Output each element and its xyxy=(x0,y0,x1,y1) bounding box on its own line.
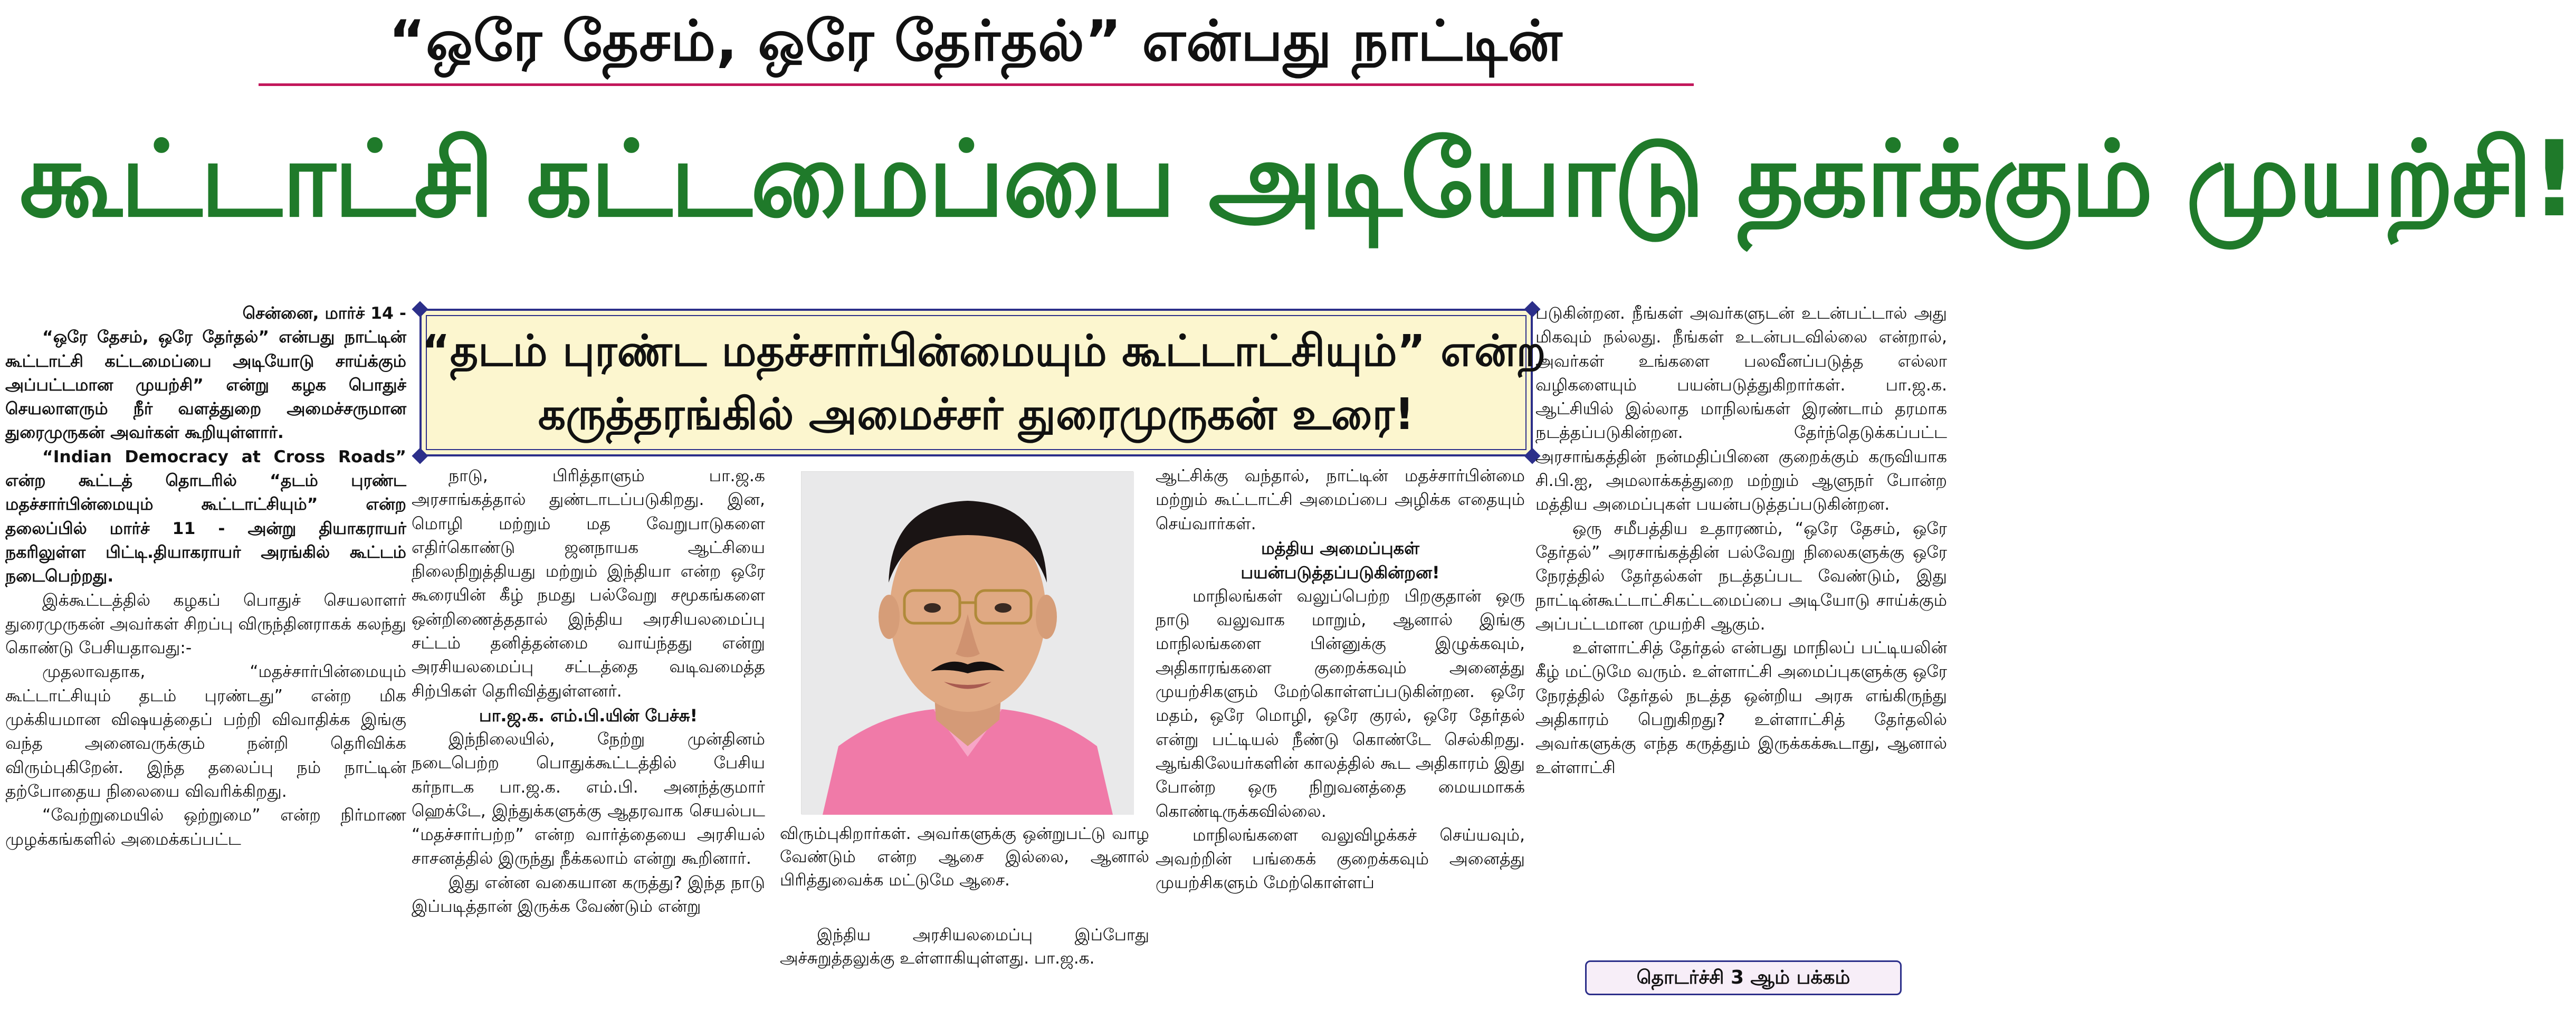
lead-paragraph-2: “Indian Democracy at Cross Roads” என்ற கூட்டத் தொடரில் “தடம் புரண்ட மதச்சார்பின்மையும் கூட்டாட்சியும்” என்ற தலைப்பில் மார்ச் 11 - அன்று தியாகராயர் நகரிலுள்ள பிட்டி.தியாகராயர் அரங்கில் கூட்டம் நடைபெற்றது. xyxy=(5,447,406,586)
kicker-headline: “ஒரே தேசம், ஒரே தேர்தல்” என்பது நாட்டின் xyxy=(388,8,1563,73)
paragraph: இக்கூட்டத்தில் கழகப் பொதுச் செயலாளர் துரைமுருகன் அவர்கள் சிறப்பு விருந்தினராகக் கலந்து கொண்டு பேசியதாவது:- xyxy=(5,590,406,658)
article-column-3-top xyxy=(780,822,1149,922)
corner-ornament xyxy=(412,301,428,317)
kicker-divider xyxy=(259,83,1694,86)
paragraph: ஒரு சமீபத்திய உதாரணம், “ஒரே தேசம், ஒரே தேர்தல்” அரசாங்கத்தின் பல்வேறு நிலைகளுக்கு ஒரே நேரத்தில் தேர்தல்கள் நடத்தப்பட வேண்டும், இது நாட்டின்கூட்டாட்சிகட்டமைப்பை அடியோடு சாய்க்கும் அப்பட்டமான முயற்சி ஆகும். xyxy=(1535,519,1947,634)
subhead-line-2: கருத்தரங்கில் அமைச்சர் துரைமுருகன் உரை! xyxy=(538,389,1415,440)
paragraph: “வேற்றுமையில் ஒற்றுமை” என்ற நிர்மாண முழக்கங்களில் அமைக்கப்பட்ட xyxy=(5,806,406,849)
article-column-1 xyxy=(5,302,406,1010)
main-headline: கூட்டாட்சி கட்டமைப்பை அடியோடு தகர்க்கும் முயற்சி! xyxy=(19,118,2576,240)
dateline: சென்னை, மார்ச் 14 - xyxy=(242,304,406,323)
article-column-4 xyxy=(1156,464,1525,1010)
portrait-photo xyxy=(801,471,1133,814)
paragraph: விரும்புகிறார்கள். அவர்களுக்கு ஒன்றுபட்டு வாழ வேண்டும் என்ற ஆசை இல்லை, ஆனால் பிரித்துவைக்க மட்டுமே ஆசை. xyxy=(780,824,1149,890)
paragraph: படுகின்றன. நீங்கள் அவர்களுடன் உடன்பட்டால் அது மிகவும் நல்லது. நீங்கள் உடன்படவில்லை என்றால், அவர்கள் உங்களை பலவீனப்படுத்த எல்லா வழிகளையும் பயன்படுத்துகிறார்கள். பா.ஜ.க. ஆட்சியில் இல்லாத மாநிலங்கள் இரண்டாம் தரமாக நடத்தப்படுகின்றன. தேர்ந்தெடுக்கப்பட்ட அரசாங்கத்தின் நன்மதிப்பினை குறைக்கும் கருவியாக சி.பி.ஐ, அமலாக்கத்துறை மற்றும் ஆளுநர் போன்ற மத்திய அமைப்புகள் பயன்படுத்தப்படுகின்றன. xyxy=(1535,304,1947,514)
article-column-3-bottom xyxy=(780,923,1149,1010)
paragraph: ஆட்சிக்கு வந்தால், நாட்டின் மதச்சார்பின்மை மற்றும் கூட்டாட்சி அமைப்பை அழிக்க எதையும் செய்வார்கள். xyxy=(1156,466,1525,533)
subhead-line-1: “தடம் புரண்ட மதச்சார்பின்மையும் கூட்டாட்சியும்” என்ற xyxy=(422,326,1546,376)
section-heading-line-1: மத்திய அமைப்புகள் xyxy=(1261,538,1419,558)
corner-ornament xyxy=(412,447,428,464)
paragraph: இந்நிலையில், நேற்று முன்தினம் நடைபெற்ற பொதுக்கூட்டத்தில் பேசிய கர்நாடக பா.ஜ.க. எம்.பி. அனந்த்குமார் ஹெக்டே, இந்துக்களுக்கு ஆதரவாக செயல்பட “மதச்சார்பற்ற” என்ற வார்த்தையை அரசியல் சாசனத்தில் இருந்து நீக்கலாம் என்று கூறினார். xyxy=(412,729,765,869)
paragraph: மாநிலங்களை வலுவிழக்கச் செய்யவும், அவற்றின் பங்கைக் குறைக்கவும் அனைத்து முயற்சிகளும் மேற்கொள்ளப் xyxy=(1156,825,1525,893)
continued-on-page-box: தொடர்ச்சி 3 ஆம் பக்கம் xyxy=(1585,960,1902,995)
lead-paragraph: “ஒரே தேசம், ஒரே தேர்தல்” என்பது நாட்டின் கூட்டாட்சி கட்டமைப்பை அடியோடு சாய்க்கும் அப்பட்டமான முயற்சி” என்று கழக பொதுச் செயலாளரும் நீர் வளத்துறை அமைச்சருமான துரைமுருகன் அவர்கள் கூறியுள்ளார். xyxy=(5,328,406,443)
section-heading-line-2: பயன்படுத்தப்படுகின்றன! xyxy=(1241,562,1440,583)
article-column-5 xyxy=(1535,302,1947,934)
paragraph: நாடு, பிரித்தாளும் பா.ஜ.க அரசாங்கத்தால் துண்டாடப்படுகிறது. இன, மொழி மற்றும் மத வேறுபாடுகளை எதிர்கொண்டு ஜனநாயக ஆட்சியை நிலைநிறுத்தியது மற்றும் இந்தியா என்ற ஒரே கூரையின் கீழ் நமது பல்வேறு சமூகங்களை ஒன்றிணைத்ததால் இந்திய அரசியலமைப்பு சட்டம் தனித்தன்மை வாய்ந்தது என்று அரசியலமைப்பு சட்டத்தை வடிவமைத்த சிற்பிகள் தெரிவித்துள்ளனர். xyxy=(412,466,765,701)
article-column-2 xyxy=(412,464,765,1010)
paragraph: உள்ளாட்சித் தேர்தல் என்பது மாநிலப் பட்டியலின் கீழ் மட்டுமே வரும். உள்ளாட்சி அமைப்புகளுக்கு ஒரே நேரத்தில் தேர்தல் நடத்த ஒன்றிய அரசு எங்கிருந்து அதிகாரம் பெறுகிறது? உள்ளாட்சித் தேர்தலில் அவர்களுக்கு எந்த கருத்தும் இருக்கக்கூடாது, ஆனால் உள்ளாட்சி xyxy=(1535,639,1947,777)
paragraph: இந்திய அரசியலமைப்பு இப்போது அச்சுறுத்தலுக்கு உள்ளாகியுள்ளது. பா.ஜ.க. xyxy=(780,926,1149,968)
paragraph: இது என்ன வகையான கருத்து? இந்த நாடு இப்படித்தான் இருக்க வேண்டும் என்று xyxy=(412,873,765,917)
section-heading: பா.ஜ.க. எம்.பி.யின் பேச்சு! xyxy=(479,705,698,726)
paragraph: மாநிலங்கள் வலுப்பெற்ற பிறகுதான் ஒரு நாடு வலுவாக மாறும், ஆனால் இங்கு மாநிலங்களை பின்னுக்கு இழுக்கவும், அதிகாரங்களை குறைக்கவும் அனைத்து முயற்சிகளும் மேற்கொள்ளப்படுகின்றன. ஒரே மதம், ஒரே மொழி, ஒரே குரல், ஒரே தேர்தல் என்று பட்டியல் நீண்டு கொண்டே செல்கிறது. ஆங்கிலேயர்களின் காலத்தில் கூட அதிகாரம் இது போன்ற ஒரு நிறுவனத்தை மையமாகக் கொண்டிருக்கவில்லை. xyxy=(1156,586,1525,821)
paragraph: முதலாவதாக, “மதச்சார்பின்மையும் கூட்டாட்சியும் தடம் புரண்டது” என்ற மிக முக்கியமான விஷயத்தைப் பற்றி விவாதிக்க இங்கு வந்த அனைவருக்கும் நன்றி தெரிவிக்க விரும்புகிறேன். இந்த தலைப்பு நம் நாட்டின் தற்போதைய நிலையை விவரிக்கிறது. xyxy=(5,662,406,801)
portrait-illustration xyxy=(802,472,1134,815)
subhead-box xyxy=(419,309,1546,456)
